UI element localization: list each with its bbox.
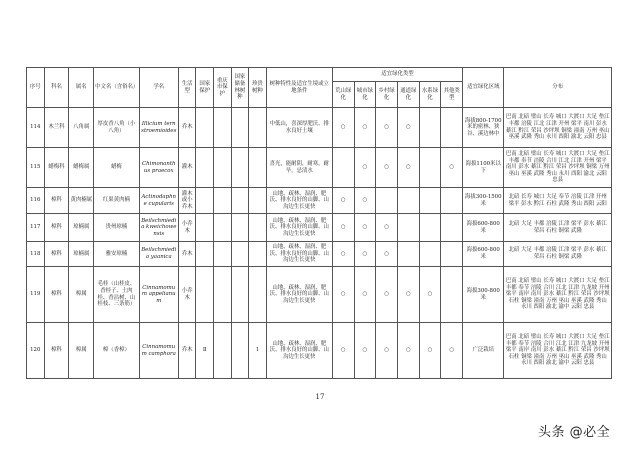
cell-distribution: 北碚 大足 丰都 涪陵 江津 梁平 彭水 綦江 荣昌 石柱 铜梁 武隆 [504, 214, 612, 242]
cell-chinese-name: 毛桂（山桂皮、香桂子、土肉桂、香沾树、山桂枝、三条筋） [94, 267, 139, 323]
header-suitable-area: 适宜绿化区域 [463, 68, 504, 108]
cell-mark: ○ [332, 188, 354, 214]
cell-mark [441, 108, 463, 148]
cell-latin-name: Cinnamomum camphora [139, 323, 178, 379]
cell-suitable-area: 广泛栽培 [463, 323, 504, 379]
cell-mark: ○ [397, 323, 419, 379]
cell-growth-form: 灌木 [178, 148, 196, 188]
cell-mark: ○ [354, 108, 376, 148]
header-no: 序号 [27, 68, 45, 108]
header-greening-types-group: 适宜绿化类型 [332, 68, 462, 82]
cell-mark [419, 242, 441, 267]
cell-family: 樟科 [44, 214, 69, 242]
cell-mark: ○ [397, 148, 419, 188]
cell-genus: 樟属 [69, 267, 94, 323]
header-greening-type: 其他类型 [441, 82, 463, 108]
cell-habit: 山地、疏林、湿润、肥沃、排水良好的山脚、山沟边生长更快 [266, 214, 332, 242]
table-body [27, 108, 612, 379]
cell-national-protection [196, 188, 214, 214]
cell-national-reserve [231, 188, 249, 214]
cell-chongqing-protection [214, 323, 232, 379]
cell-latin-name: Cinnamomum appelianum [139, 267, 178, 323]
cell-suitable-area: 海拔600-800米 [463, 242, 504, 267]
cell-mark: ○ [354, 323, 376, 379]
cell-mark: ○ [354, 267, 376, 323]
header-genus: 属名 [69, 68, 94, 108]
cell-habit: 山地、疏林、湿润、肥沃、排水良好的山脚、山沟边生长更快 [266, 323, 332, 379]
cell-chongqing-protection [214, 242, 232, 267]
cell-habit: 山地、疏林、湿润、肥沃、排水良好的山脚、山沟边生长更快 [266, 188, 332, 214]
cell-mark: ○ [332, 214, 354, 242]
cell-latin-name: Chimonanthus praecox [139, 148, 178, 188]
cell-family: 蜡梅科 [44, 148, 69, 188]
cell-mark [441, 214, 463, 242]
header-national-protection: 国家保护 [196, 68, 214, 108]
cell-genus: 琼楠属 [69, 214, 94, 242]
cell-rare [249, 242, 267, 267]
cell-mark [419, 148, 441, 188]
cell-no: 115 [27, 148, 45, 188]
header-greening-type: 荒山绿化 [332, 82, 354, 108]
cell-mark [441, 267, 463, 323]
table-row [27, 214, 612, 242]
table-row [27, 267, 612, 323]
cell-growth-form: 小乔木 [178, 214, 196, 242]
cell-distribution: 巴南 北碚 璧山 长寿 城口 大渡口 大足 垫江 丰都 奉节 涪陵 合川 江北 江津 九龙坡 开州 梁平 南岸 南川 彭水 綦江 黔江 荣昌 沙坪坝 石柱 铜梁 潼南 万州 巫山 巫溪 武隆 秀山 永川 酉阳 渝北 渝中 云阳 忠县 [504, 323, 612, 379]
cell-rare: 1 [249, 323, 267, 379]
cell-mark: ○ [376, 214, 398, 242]
cell-national-protection [196, 214, 214, 242]
cell-mark [397, 188, 419, 214]
cell-genus: 黄肉楠属 [69, 188, 94, 214]
cell-latin-name: Illicium ternstroemioides [139, 108, 178, 148]
cell-suitable-area: 海拔1100米以下 [463, 148, 504, 188]
cell-no: 118 [27, 242, 45, 267]
cell-chongqing-protection [214, 214, 232, 242]
cell-chinese-name: 红果黄肉楠 [94, 188, 139, 214]
cell-national-reserve [231, 267, 249, 323]
cell-mark: ○ [354, 148, 376, 188]
cell-genus: 琼楠属 [69, 242, 94, 267]
cell-chinese-name: 雅安琼楠 [94, 242, 139, 267]
cell-suitable-area: 海拔300-800米 [463, 267, 504, 323]
cell-mark: ○ [332, 242, 354, 267]
cell-rare [249, 108, 267, 148]
cell-family: 樟科 [44, 323, 69, 379]
table-row [27, 108, 612, 148]
cell-distribution: 北碚 大足 丰都 涪陵 江津 梁平 彭水 綦江 荣昌 石柱 铜梁 武隆 [504, 242, 612, 267]
cell-rare [249, 214, 267, 242]
header-chongqing-protection: 重庆市保护 [214, 68, 232, 108]
cell-habit: 山地、疏林、湿润、肥沃、排水良好的山脚、山沟边生长更快 [266, 267, 332, 323]
cell-latin-name: Beilschmiedia yaanica [139, 242, 178, 267]
cell-mark: ○ [419, 267, 441, 323]
cell-habit: 中低山，喜深厚肥沃、排水良好土壤 [266, 108, 332, 148]
cell-chinese-name: 蜡梅 [94, 148, 139, 188]
cell-rare [249, 267, 267, 323]
cell-mark: ○ [376, 148, 398, 188]
table-row [27, 188, 612, 214]
cell-suitable-area: 海拔600-800米 [463, 214, 504, 242]
cell-mark: ○ [376, 242, 398, 267]
header-distribution: 分布 [504, 68, 612, 108]
header-greening-type: 通道绿化 [397, 82, 419, 108]
table-row [27, 242, 612, 267]
cell-national-reserve [231, 108, 249, 148]
header-habit: 树种特性及适宜生境或立地条件 [266, 68, 332, 108]
species-table [26, 67, 612, 379]
cell-habit: 山地、疏林、湿润、肥沃、排水良好的山脚、山沟边生长更快 [266, 242, 332, 267]
cell-mark [332, 148, 354, 188]
cell-national-reserve [231, 148, 249, 188]
header-growth-form: 生活型 [178, 68, 196, 108]
cell-mark: ○ [441, 148, 463, 188]
cell-genus: 蜡梅属 [69, 148, 94, 188]
cell-suitable-area: 海拔800-1700米的密林、狭谷、溪边林中 [463, 108, 504, 148]
cell-mark: ○ [376, 267, 398, 323]
cell-chongqing-protection [214, 188, 232, 214]
cell-mark [419, 108, 441, 148]
cell-national-reserve [231, 214, 249, 242]
cell-chongqing-protection [214, 148, 232, 188]
header-chinese-name: 中文名（含俗名） [94, 68, 139, 108]
cell-mark: ○ [354, 242, 376, 267]
header-greening-type: 水系绿化 [419, 82, 441, 108]
cell-distribution: 北碚 长寿 城口 大足 奉节 涪陵 江津 开州 梁平 彭水 黔江 石柱 武隆 秀山 酉阳 云阳 [504, 188, 612, 214]
cell-family: 樟科 [44, 188, 69, 214]
header-greening-type: 乡村绿化 [376, 82, 398, 108]
watermark: 头条 @必全 [538, 425, 611, 440]
cell-mark: ○ [354, 214, 376, 242]
header-latin-name: 学名 [139, 68, 178, 108]
cell-chinese-name: 樟（香樟） [94, 323, 139, 379]
cell-rare [249, 188, 267, 214]
cell-national-protection [196, 242, 214, 267]
cell-chongqing-protection [214, 108, 232, 148]
cell-mark [441, 242, 463, 267]
cell-family: 樟科 [44, 242, 69, 267]
cell-mark: ○ [376, 108, 398, 148]
cell-mark [397, 242, 419, 267]
cell-national-protection [196, 267, 214, 323]
cell-mark: ○ [397, 108, 419, 148]
cell-national-protection [196, 148, 214, 188]
cell-family: 樟科 [44, 267, 69, 323]
cell-no: 114 [27, 108, 45, 148]
table-row [27, 148, 612, 188]
cell-habit: 喜光，能耐阴，耐寒，耐旱，忌渍水 [266, 148, 332, 188]
cell-mark: ○ [441, 323, 463, 379]
cell-distribution: 巴南 北碚 璧山 长寿 城口 大渡口 大足 垫江 丰都 奉节 涪陵 合川 江北 江津 开州 梁平 南川 彭水 綦江 黔江 荣昌 沙坪坝 铜梁 万州 巫山 巫溪 武隆 秀山 永川 酉阳 渝北 云阳 忠县 [504, 148, 612, 188]
header-rare: 珍贵树种 [249, 68, 267, 108]
cell-mark [441, 188, 463, 214]
header-greening-type: 城市绿化 [354, 82, 376, 108]
cell-suitable-area: 海拔300-1500米 [463, 188, 504, 214]
cell-mark: ○ [332, 108, 354, 148]
header-family: 科名 [44, 68, 69, 108]
cell-latin-name: Actinodaphne cupularis [139, 188, 178, 214]
cell-mark: ○ [332, 323, 354, 379]
cell-chinese-name: 贵州琼楠 [94, 214, 139, 242]
cell-no: 119 [27, 267, 45, 323]
cell-no: 120 [27, 323, 45, 379]
cell-no: 116 [27, 188, 45, 214]
cell-genus: 八角属 [69, 108, 94, 148]
cell-distribution: 巴南 北碚 璧山 长寿 城口 大渡口 大足 垫江 丰都 奉节 涪陵 合川 江北 江津 九龙坡 开州 梁平 南岸 南川 彭水 綦江 黔江 荣昌 沙坪坝 石柱 铜梁 潼南 万州 巫山 巫溪 武隆 秀山 永川 酉阳 渝北 渝中 云阳 忠县 [504, 267, 612, 323]
table-row [27, 323, 612, 379]
cell-genus: 樟属 [69, 323, 94, 379]
cell-mark: ○ [376, 323, 398, 379]
cell-mark: ○ [332, 267, 354, 323]
cell-mark: ○ [397, 267, 419, 323]
cell-growth-form: 小乔木 [178, 267, 196, 323]
cell-national-protection: Ⅱ [196, 323, 214, 379]
cell-national-protection [196, 108, 214, 148]
cell-chongqing-protection [214, 267, 232, 323]
cell-growth-form: 乔木 [178, 108, 196, 148]
cell-no: 117 [27, 214, 45, 242]
cell-national-reserve [231, 323, 249, 379]
header-national-reserve: 国家储备林树种 [231, 68, 249, 108]
page-number: 17 [315, 393, 325, 401]
cell-mark [376, 188, 398, 214]
cell-chinese-name: 厚皮香八角（小八角） [94, 108, 139, 148]
cell-family: 木兰科 [44, 108, 69, 148]
cell-mark [419, 188, 441, 214]
cell-growth-form: 乔木 [178, 323, 196, 379]
cell-mark [397, 214, 419, 242]
cell-distribution: 巴南 北碚 璧山 长寿 城口 大渡口 大足 垫江 丰都 涪陵 江北 江津 开州 梁平 南川 彭水 綦江 黔江 荣昌 沙坪坝 铜梁 潼南 万州 巫山 巫溪 武隆 秀山 永川 酉阳 渝北 云阳 忠县 [504, 108, 612, 148]
cell-national-reserve [231, 242, 249, 267]
cell-mark: ○ [419, 323, 441, 379]
cell-mark [419, 214, 441, 242]
cell-latin-name: Beilschmiedia kweichowensis [139, 214, 178, 242]
cell-mark: ○ [354, 188, 376, 214]
cell-rare [249, 148, 267, 188]
cell-growth-form: 乔木 [178, 242, 196, 267]
cell-growth-form: 灌木或小乔木 [178, 188, 196, 214]
